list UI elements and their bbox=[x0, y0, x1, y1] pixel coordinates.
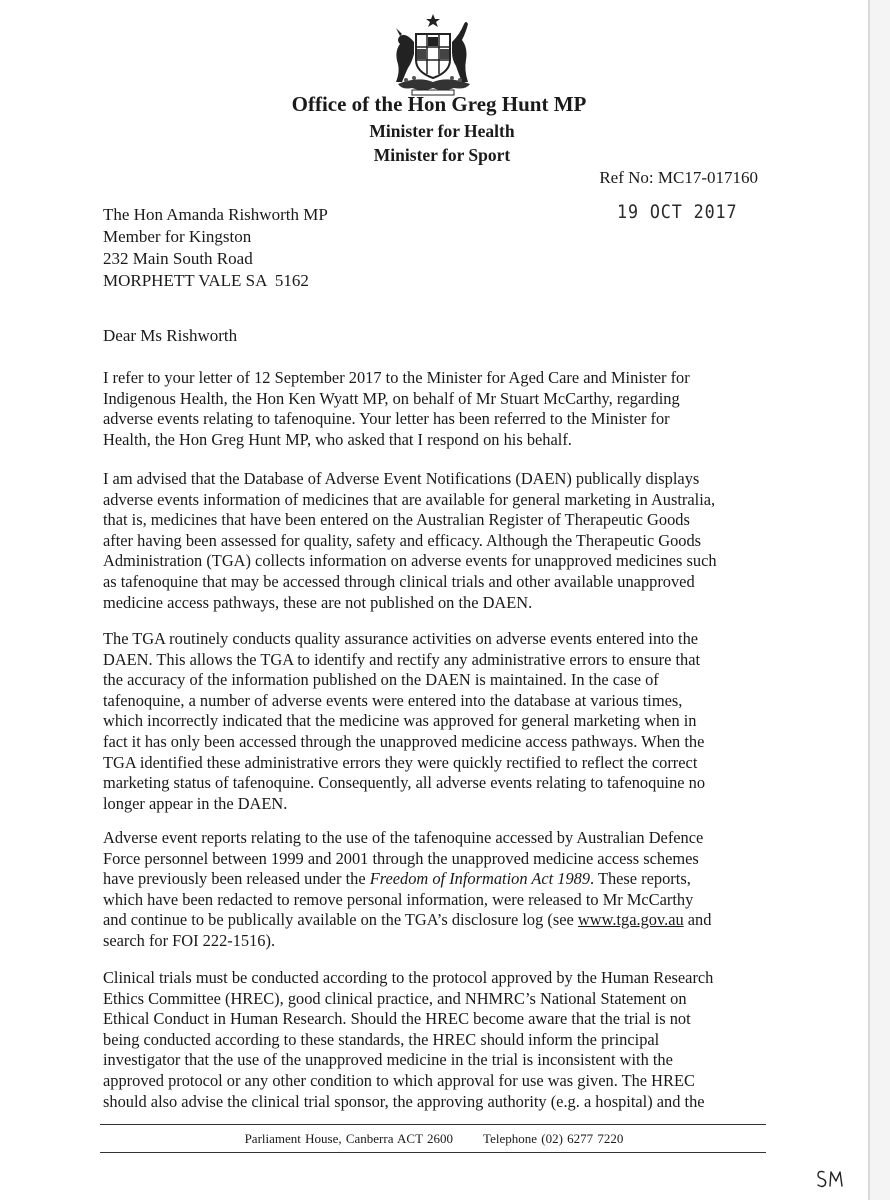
coat-of-arms-icon bbox=[378, 12, 488, 96]
text-line: that is, medicines that have been entered on the Australian Register of Therapeutic Goods bbox=[103, 510, 690, 530]
text-line: investigator that the use of the unapproved medicine in the trial is inconsistent with the bbox=[103, 1050, 673, 1070]
text-line: DAEN. This allows the TGA to identify and rectify any administrative errors to ensure that bbox=[103, 649, 701, 669]
text-line: I refer to your letter of 12 September 2017 to the Minister for Aged Care and Minister for bbox=[103, 368, 690, 387]
text-line: TGA identified these administrative errors they were quickly rectified to reflect the correct bbox=[103, 752, 698, 772]
paragraph-4 bbox=[103, 828, 763, 952]
footer-telephone: Telephone (02) 6277 7220 bbox=[483, 1131, 624, 1146]
text-line: search for FOI 222-1516). bbox=[103, 930, 276, 950]
footer bbox=[0, 1131, 868, 1147]
text-line: tafenoquine, a number of adverse events were entered into the database at various times, bbox=[103, 690, 683, 710]
text-line: fact it has only been accessed through the unapproved medicine access pathways. When the bbox=[103, 731, 705, 751]
text-line: I am advised that the Database of Adverse Event Notifications (DAEN) publically displays bbox=[103, 469, 700, 488]
text-line: Force personnel between 1999 and 2001 through the unapproved medicine access schemes bbox=[103, 848, 699, 868]
date-stamp: 19 OCT 2017 bbox=[617, 201, 738, 223]
text-line: medicine access pathways, these are not published on the DAEN. bbox=[103, 592, 533, 612]
text-line: adverse events relating to tafenoquine. Your letter has been referred to the Minister for bbox=[103, 409, 670, 429]
act-title: Freedom of Information Act 1989 bbox=[369, 869, 591, 889]
text-line: being conducted according to these standards, the HREC should inform the principal bbox=[103, 1029, 660, 1049]
text-line: should also advise the clinical trial sponsor, the approving authority (e.g. a hospital) and the bbox=[103, 1091, 705, 1111]
text-span: and continue to be publically available on the TGA’s disclosure log (see bbox=[103, 910, 578, 930]
office-title: Office of the Hon Greg Hunt MP bbox=[291, 92, 587, 116]
text-line: longer appear in the DAEN. bbox=[103, 793, 288, 813]
text-line: the accuracy of the information published on the DAEN is maintained. In the case of bbox=[103, 670, 659, 690]
handwritten-initials bbox=[815, 1166, 849, 1190]
paragraph-1 bbox=[103, 368, 763, 450]
salutation: Dear Ms Rishworth bbox=[103, 326, 238, 345]
text-line: as tafenoquine that may be accessed through clinical trials and other available unapproved bbox=[103, 571, 695, 591]
footer-address: Parliament House, Canberra ACT 2600 bbox=[244, 1131, 454, 1146]
page-edge bbox=[868, 0, 870, 1200]
recipient-address bbox=[103, 204, 328, 292]
text-line: Health, the Hon Greg Hunt MP, who asked that I respond on his behalf. bbox=[103, 429, 572, 449]
paragraph-5 bbox=[103, 968, 763, 1112]
text-span: . These reports, bbox=[590, 869, 691, 889]
paragraph-3 bbox=[103, 629, 763, 814]
text-line: which have been redacted to remove personal information, were released to Mr McCarthy bbox=[103, 889, 694, 909]
reference-number: Ref No: MC17-017160 bbox=[599, 168, 758, 187]
text-line: Adverse event reports relating to the use of the tafenoquine accessed by Australian Defence bbox=[103, 828, 704, 847]
text-line: adverse events information of medicines that are available for general marketing in Australia, bbox=[103, 489, 716, 509]
footer-divider-bottom bbox=[100, 1152, 766, 1153]
text-line: Ethics Committee (HREC), good clinical practice, and NHMRC’s National Statement on bbox=[103, 988, 687, 1008]
minister-role-sport: Minister for Sport bbox=[373, 145, 511, 165]
recipient-title: Member for Kingston bbox=[103, 227, 252, 246]
text-span: and bbox=[683, 910, 712, 930]
recipient-street: 232 Main South Road bbox=[103, 249, 253, 268]
text-span: have previously been released under the bbox=[103, 869, 370, 889]
text-line: The TGA routinely conducts quality assurance activities on adverse events entered into the bbox=[103, 629, 699, 648]
text-line: which incorrectly indicated that the medicine was approved for general marketing when in bbox=[103, 711, 697, 731]
text-line: after having been assessed for quality, safety and efficacy. Although the Therapeutic Goods bbox=[103, 530, 702, 550]
recipient-locality: MORPHETT VALE SA 5162 bbox=[103, 271, 309, 290]
minister-role-health: Minister for Health bbox=[369, 121, 515, 141]
paragraph-2 bbox=[103, 469, 763, 613]
text-line: Indigenous Health, the Hon Ken Wyatt MP, on behalf of Mr Stuart McCarthy, regarding bbox=[103, 388, 680, 408]
text-line: marketing status of tafenoquine. Consequently, all adverse events relating to tafenoquine no bbox=[103, 773, 706, 793]
recipient-name: The Hon Amanda Rishworth MP bbox=[103, 205, 328, 224]
text-line: Administration (TGA) collects information on adverse events for unapproved medicines such bbox=[103, 551, 717, 571]
text-line bbox=[103, 910, 763, 931]
tga-website-link[interactable]: www.tga.gov.au bbox=[577, 910, 684, 930]
footer-divider-top bbox=[100, 1124, 766, 1125]
text-line: approved protocol or any other condition to which approval for use was given. The HREC bbox=[103, 1070, 695, 1090]
text-line bbox=[103, 869, 763, 890]
text-line: Ethical Conduct in Human Research. Should the HREC become aware that the trial is not bbox=[103, 1009, 691, 1029]
text-line: Clinical trials must be conducted according to the protocol approved by the Human Research bbox=[103, 968, 714, 987]
